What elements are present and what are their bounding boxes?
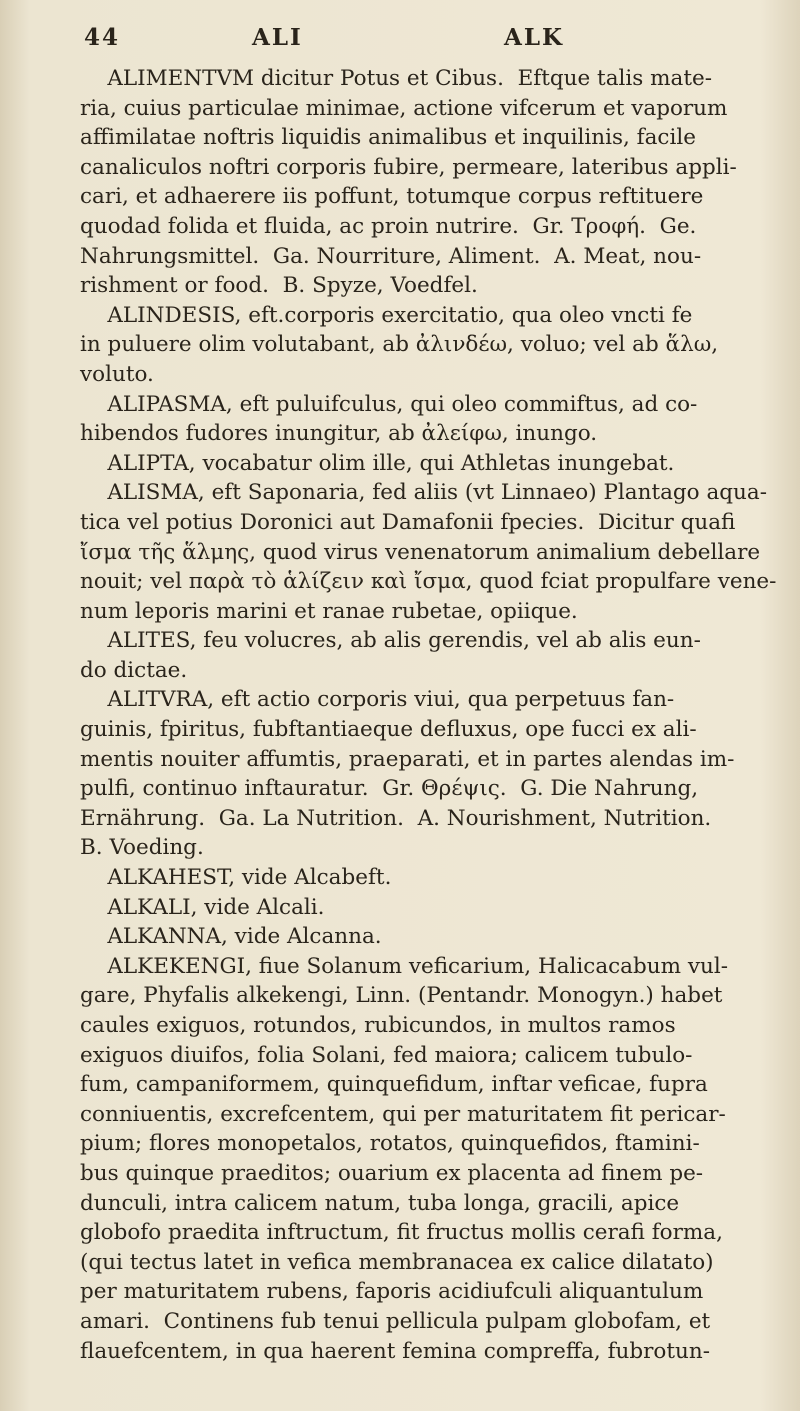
text-line: fum, campaniformem, quinquefidum, inftar veficae, fupra [80,1072,708,1098]
text-line: canaliculos noftri corporis fubire, permeare, lateribus appli- [80,154,737,180]
text-line: ALKALI, vide Alcali. [80,894,325,920]
text-line: ALITVRA, eft actio corporis viui, qua perpetuus fan- [80,687,675,713]
text-line: do dictae. [80,657,188,683]
text-line: rishment or food. B. Spyze, Voedfel. [80,273,478,299]
text-line: pulfi, continuo inftauratur. Gr. Θρέψις. G. Die Nahrung, [80,776,699,802]
text-line: per maturitatem rubens, faporis acidiufculi aliquantulum [80,1279,704,1305]
text-line: pium; flores monopetalos, rotatos, quinquefidos, ftamini- [80,1131,700,1157]
text-line: tica vel potius Doronici aut Damafonii fpecies. Dicitur quafi [80,509,736,535]
text-line: guinis, fpiritus, fubftantiaeque defluxus, ope fucci ex ali- [80,717,697,743]
text-line: nouit; vel παρὰ τὸ ἁλίζειν καὶ ἴσμα, quod fciat propulfare vene- [80,569,777,595]
text-line: ALIPTA, vocabatur olim ille, qui Athletas inungebat. [80,450,675,476]
text-line: Nahrungsmittel. Ga. Nourriture, Aliment. A. Meat, nou- [80,243,702,269]
text-line: Ernährung. Ga. La Nutrition. A. Nourishment, Nutrition. [80,805,712,831]
text-line: B. Voeding. [80,835,204,861]
text-line: ALITES, feu volucres, ab alis gerendis, vel ab alis eun- [80,628,701,654]
text-line: globofo praedita inftructum, fit fructus mollis cerafi forma, [80,1220,723,1246]
text-line: in puluere olim volutabant, ab ἀλινδέω, voluo; vel ab ἅλω, [80,332,719,358]
text-line: ALISMA, eft Saponaria, fed aliis (vt Linnaeo) Plantago aqua- [80,480,767,506]
running-header [84,24,684,56]
text-line: ALIMENTVM dicitur Potus et Cibus. Eftque talis mate- [80,66,712,91]
text-line: exiguos diuifos, folia Solani, fed maiora; calicem tubulo- [80,1042,693,1068]
text-line: ALKEKENGI, fiue Solanum veficarium, Halicacabum vul- [80,953,728,979]
text-line: ἴσμα τῆς ἅλμης, quod virus venenatorum animalium debellare [80,539,761,565]
text-line: hibendos fudores inungitur, ab ἀλείφω, inungo. [80,421,598,447]
dictionary-text [80,64,777,1366]
text-line: mentis nouiter affumtis, praeparati, et in partes alendas im- [80,746,735,772]
text-line: ALKANNA, vide Alcanna. [80,924,382,950]
text-line: ALKAHEST, vide Alcabeft. [80,865,392,891]
text-line: amari. Continens fub tenui pellicula pulpam globofam, et [80,1308,711,1334]
text-line: cari, et adhaerere iis poffunt, totumque corpus reftituere [80,184,704,210]
page-number: 44 [84,24,121,51]
text-line: dunculi, intra calicem natum, tuba longa, gracili, apice [80,1190,680,1216]
text-line: conniuentis, excrefcentem, qui per maturitatem fit pericar- [80,1101,726,1127]
text-line: caules exiguos, rotundos, rubicundos, in multos ramos [80,1013,676,1038]
text-line: affimilatae noftris liquidis animalibus et inquilinis, facile [80,125,696,151]
text-line: flauefcentem, in qua haerent femina compreffa, fubrotun- [80,1338,710,1364]
text-line: quodad folida et fluida, ac proin nutrire. Gr. Τροφή. Ge. [80,213,697,239]
text-line: bus quinque praeditos; ouarium ex placenta ad finem pe- [80,1160,704,1186]
left-guide-word: ALI [252,24,303,51]
text-line: gare, Phyfalis alkekengi, Linn. (Pentandr. Monogyn.) habet [80,983,723,1009]
text-line: ALINDESIS, eft.corporis exercitatio, qua oleo vncti fe [80,302,693,328]
right-guide-word: ALK [504,24,565,51]
text-line: ria, cuius particulae minimae, actione vifcerum et vaporum [80,95,728,121]
text-line: ALIPASMA, eft puluifculus, qui oleo commiftus, ad co- [80,391,698,417]
text-line: voluto. [80,361,154,387]
text-line: num leporis marini et ranae rubetae, opiique. [80,598,578,624]
text-line: (qui tectus latet in vefica membranacea ex calice dilatato) [80,1249,714,1275]
